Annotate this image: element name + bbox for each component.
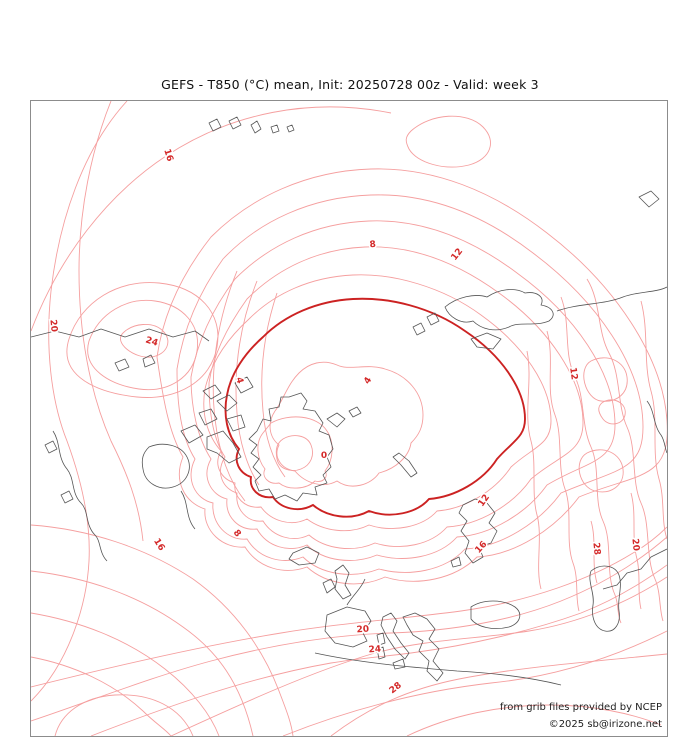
contour-path bbox=[406, 116, 490, 167]
contour-path bbox=[641, 301, 667, 539]
coastline-scandinavia bbox=[451, 499, 497, 567]
coastline-svalbard bbox=[327, 407, 361, 427]
coastline-balkans-greece bbox=[403, 613, 443, 681]
coastline-chukotka-alaska bbox=[413, 290, 553, 349]
contour-label: 24 bbox=[368, 644, 382, 656]
contour-path bbox=[120, 324, 167, 357]
contour-path bbox=[599, 400, 626, 424]
contour-label: 12 bbox=[476, 492, 493, 509]
contour-path bbox=[276, 436, 312, 471]
contour-label: 12 bbox=[449, 246, 466, 263]
contour-label: 8 bbox=[230, 528, 243, 540]
contour-label: 4 bbox=[362, 375, 375, 387]
contour-label: 20 bbox=[629, 538, 641, 552]
contour-path bbox=[191, 221, 615, 561]
credit-source: from grib files provided by NCEP bbox=[499, 702, 662, 713]
contour-path bbox=[31, 525, 293, 736]
thick-contour bbox=[226, 299, 526, 517]
coastline-alaska-south bbox=[31, 329, 209, 371]
map-canvas bbox=[31, 101, 667, 736]
coastline-italy bbox=[377, 613, 409, 669]
contour-label: 20 bbox=[47, 319, 59, 333]
coastlines bbox=[31, 117, 667, 685]
coastline-greenland bbox=[249, 393, 333, 501]
coastline-na-west bbox=[45, 431, 107, 561]
contour-label: 12 bbox=[567, 366, 579, 381]
contour-path bbox=[262, 293, 285, 477]
credit-copyright: ©2025 sb@irizone.net bbox=[548, 719, 662, 730]
contour-path-thick bbox=[226, 299, 526, 517]
coastline-siberia-north bbox=[557, 287, 667, 311]
page-title: GEFS - T850 (°C) mean, Init: 20250728 00z - Valid: week 3 bbox=[161, 77, 539, 92]
thin-contours bbox=[31, 101, 667, 736]
contour-label: 16 bbox=[473, 539, 490, 556]
contour-path bbox=[31, 537, 667, 721]
contour-label: 0 bbox=[320, 451, 328, 461]
map-frame bbox=[30, 100, 668, 737]
contour-label: 16 bbox=[161, 147, 175, 163]
contour-label: 16 bbox=[151, 536, 167, 553]
contour-label: 20 bbox=[356, 624, 370, 636]
contour-path bbox=[55, 695, 193, 736]
coastline-hudson bbox=[142, 444, 195, 529]
contour-path bbox=[31, 527, 667, 687]
contour-label: 28 bbox=[590, 542, 602, 556]
coastline-top-islands bbox=[209, 117, 294, 133]
contour-path bbox=[31, 101, 127, 701]
coastline-arctic-islands bbox=[181, 377, 253, 463]
coastline-iceland bbox=[289, 547, 319, 565]
contour-labels bbox=[47, 148, 640, 696]
contour-path bbox=[31, 107, 391, 331]
contour-path bbox=[79, 101, 143, 541]
contour-path bbox=[561, 297, 621, 623]
contour-path bbox=[209, 247, 583, 549]
contour-label: 28 bbox=[387, 680, 404, 697]
contour-path bbox=[31, 613, 219, 736]
contour-label: 4 bbox=[233, 376, 245, 385]
coastline-top-right bbox=[639, 191, 659, 207]
contour-path bbox=[527, 351, 541, 589]
contour-label: 8 bbox=[369, 239, 377, 251]
contour-path bbox=[88, 300, 198, 389]
contour-path bbox=[270, 362, 423, 486]
contour-label: 24 bbox=[144, 335, 160, 349]
coastline-right-edge bbox=[647, 401, 667, 453]
